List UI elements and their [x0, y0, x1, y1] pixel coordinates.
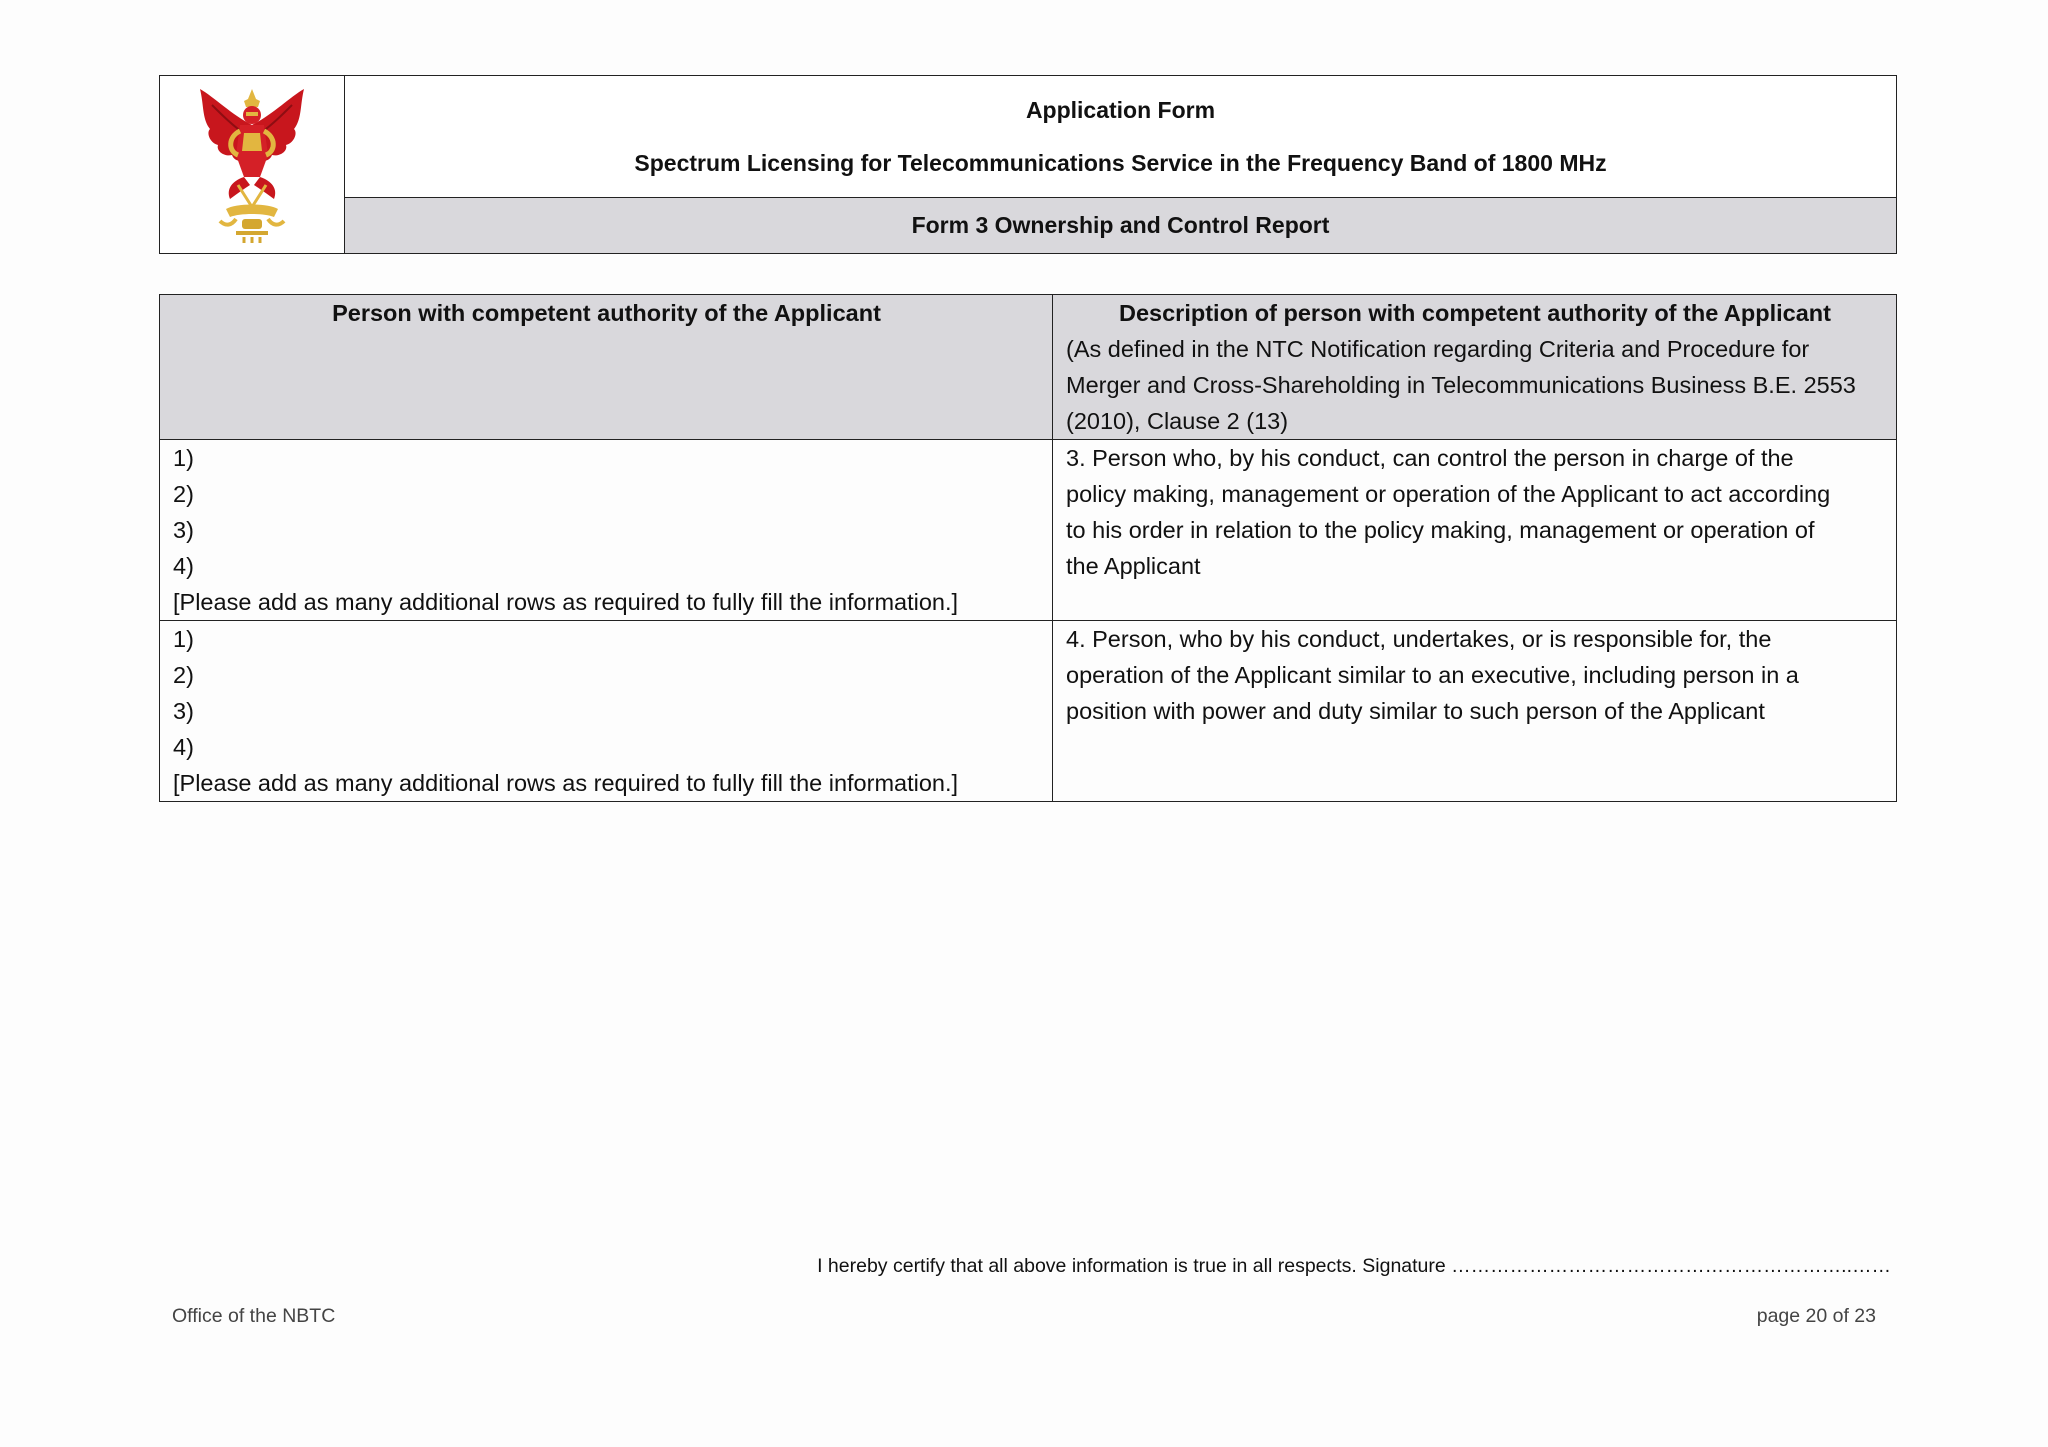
- description-line: the Applicant: [1066, 553, 1201, 579]
- person-entry-line: 2): [173, 481, 194, 507]
- person-entry-line: 3): [173, 517, 194, 543]
- form-section-title: Form 3 Ownership and Control Report: [345, 198, 1896, 253]
- instruction-note: [Please add as many additional rows as required to fully fill the information.]: [173, 770, 959, 796]
- office-label: Office of the NBTC: [172, 1305, 336, 1327]
- header-note-line: (2010), Clause 2 (13): [1066, 408, 1289, 434]
- garuda-emblem-icon: [192, 85, 312, 245]
- certification-statement: I hereby certify that all above information is true in all respects. Signature ……………………………………………………..……: [817, 1255, 1891, 1277]
- form-title: Application Form: [1025, 96, 1216, 123]
- title-block: [345, 76, 1896, 198]
- description-line: position with power and duty similar to such person of the Applicant: [1066, 698, 1765, 724]
- person-entry-line: 4): [173, 734, 194, 760]
- logo-cell: [160, 76, 345, 253]
- person-entry-cell[interactable]: [160, 621, 1053, 802]
- description-line: 3. Person who, by his conduct, can control the person in charge of the: [1066, 445, 1794, 471]
- form-header: [159, 75, 1897, 254]
- form-subtitle: Spectrum Licensing for Telecommunications Service in the Frequency Band of 1800 MHz: [634, 149, 1607, 176]
- column-header-description: [1053, 295, 1897, 440]
- table-row: [160, 621, 1897, 802]
- ownership-control-table: [159, 294, 1897, 802]
- description-cell: [1053, 440, 1897, 621]
- column-header-description-label: Description of person with competent authority of the Applicant: [1119, 300, 1831, 326]
- instruction-note: [Please add as many additional rows as required to fully fill the information.]: [173, 589, 959, 615]
- description-line: to his order in relation to the policy making, management or operation of: [1066, 517, 1815, 543]
- header-note-line: Merger and Cross-Shareholding in Telecommunications Business B.E. 2553: [1066, 372, 1856, 398]
- table-header-row: [160, 295, 1897, 440]
- person-entry-cell[interactable]: [160, 440, 1053, 621]
- person-entry-line: 2): [173, 662, 194, 688]
- description-line: 4. Person, who by his conduct, undertakes, or is responsible for, the: [1066, 626, 1772, 652]
- table-row: [160, 440, 1897, 621]
- description-cell: [1053, 621, 1897, 802]
- person-entry-line: 3): [173, 698, 194, 724]
- person-entry-line: 4): [173, 553, 194, 579]
- title-cell: [345, 76, 1896, 253]
- person-entry-line: 1): [173, 445, 194, 471]
- description-line: policy making, management or operation of the Applicant to act according: [1066, 481, 1831, 507]
- page-number: page 20 of 23: [1756, 1305, 1876, 1327]
- column-header-person: [160, 295, 1053, 440]
- description-line: operation of the Applicant similar to an executive, including person in a: [1066, 662, 1799, 688]
- person-entry-line: 1): [173, 626, 194, 652]
- header-note-line: (As defined in the NTC Notification regarding Criteria and Procedure for: [1066, 336, 1810, 362]
- column-header-person-label: Person with competent authority of the Applicant: [332, 300, 881, 326]
